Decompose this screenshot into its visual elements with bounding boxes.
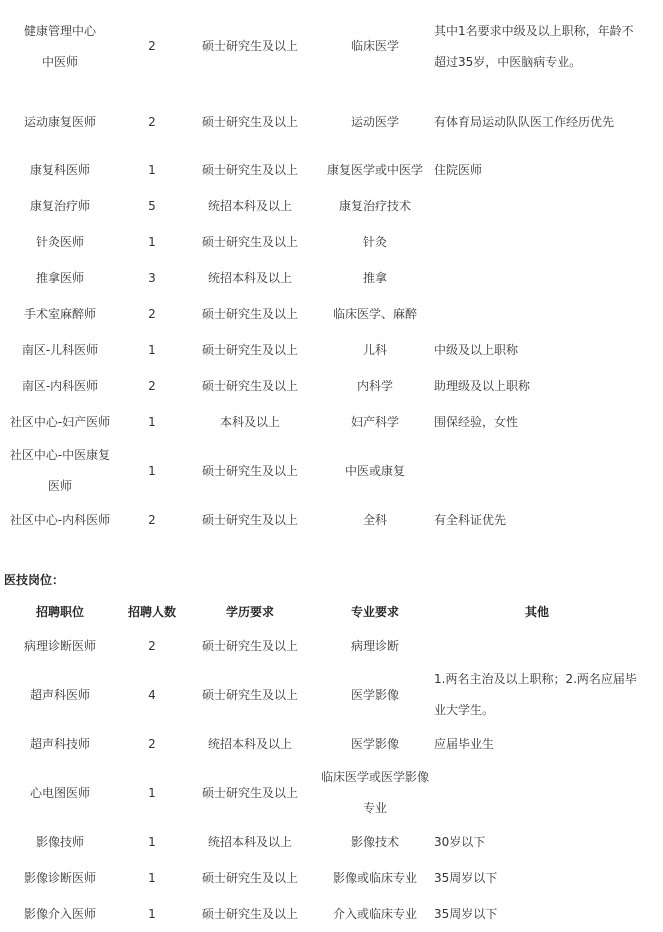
header-other: 其他 [524,605,549,619]
table-row [0,824,640,860]
major-cell: 全科 [362,512,387,527]
other-cell: 35周岁以下 [434,906,498,921]
major-cell: 儿科 [362,342,387,357]
education-cell: 硕士研究生及以上 [201,39,298,53]
count-cell: 2 [148,115,156,129]
major-cell: 影像技术 [350,834,399,849]
position-cell [0,0,120,93]
education-cell: 硕士研究生及以上 [201,378,298,393]
count-cell: 4 [148,687,156,702]
table-row [0,188,640,224]
table-header-row [0,597,640,628]
count-cell: 2 [148,39,156,53]
other-cell [434,224,640,260]
count-cell: 1 [148,234,156,249]
table-row [0,664,640,726]
count-cell: 3 [148,270,156,285]
count-cell: 1 [148,342,156,357]
table-row [0,296,640,332]
other-cell [434,762,640,824]
major-cell: 内科学 [356,378,393,393]
position-cell: 康复治疗师 [29,198,90,213]
education-cell: 硕士研究生及以上 [201,687,298,702]
education-cell: 硕士研究生及以上 [201,342,298,357]
position-cell: 社区中心-内科医师 [9,512,111,527]
other-cell: 中级及以上职称 [434,342,519,357]
education-cell: 硕士研究生及以上 [201,306,298,321]
major-cell: 医学影像 [350,736,399,751]
section-title-tech: 医技岗位： [4,573,65,587]
header-major: 专业要求 [350,605,399,619]
other-cell: 30岁以下 [434,834,486,849]
major-cell: 临床医学、麻醉 [332,306,417,321]
major-cell: 中医或康复 [344,463,405,478]
position-cell: 超声科医师 [29,687,90,702]
header-count: 招聘人数 [127,605,176,619]
position-cell: 影像诊断医师 [23,870,96,885]
major-cell: 运动医学 [350,115,399,129]
education-cell: 统招本科及以上 [207,834,292,849]
other-cell [434,440,640,502]
position-text: 健康管理中心 中医师 [23,23,96,69]
position-cell: 推拿医师 [35,270,84,285]
education-cell: 硕士研究生及以上 [201,512,298,527]
table-row [0,860,640,896]
position-cell: 超声科技师 [29,736,90,751]
position-cell: 影像技师 [35,834,84,849]
other-cell: 有体育局运动队队医工作经历优先 [434,115,615,129]
table-row [0,152,640,188]
count-cell: 1 [148,834,156,849]
major-cell: 临床医学或医学影像专业 [320,770,429,815]
major-cell: 病理诊断 [350,638,399,653]
table-row [0,404,640,440]
other-cell: 有全科证优先 [434,512,507,527]
count-cell: 1 [148,906,156,921]
count-cell: 2 [148,512,156,527]
count-cell: 1 [148,162,156,177]
position-cell: 病理诊断医师 [23,638,96,653]
other-cell [434,628,640,664]
position-cell: 南区-儿科医师 [21,342,99,357]
major-cell: 临床医学 [350,39,399,53]
education-cell: 硕士研究生及以上 [201,638,298,653]
count-cell: 1 [148,785,156,800]
position-cell: 影像介入医师 [23,906,96,921]
count-cell: 5 [148,198,156,213]
education-cell: 硕士研究生及以上 [201,870,298,885]
education-cell: 本科及以上 [219,414,280,429]
table-row [0,93,640,152]
count-cell: 1 [148,870,156,885]
table-row [0,260,640,296]
position-cell: 南区-内科医师 [21,378,99,393]
table-row [0,896,640,932]
count-cell: 2 [148,736,156,751]
other-cell [434,188,640,224]
count-cell: 2 [148,306,156,321]
position-text: 社区中心-中医康复 医师 [9,448,111,493]
other-cell: 1.两名主治及以上职称；2.两名应届毕业大学生。 [434,672,637,717]
major-cell: 推拿 [362,270,387,285]
count-cell: 2 [148,638,156,653]
other-cell [434,296,640,332]
education-cell: 统招本科及以上 [207,270,292,285]
table-row [0,440,640,502]
count-cell: 1 [148,463,156,478]
education-cell: 硕士研究生及以上 [201,906,298,921]
education-cell: 硕士研究生及以上 [201,115,298,129]
major-cell: 妇产科学 [350,414,399,429]
position-cell: 运动康复医师 [23,115,96,129]
tech-positions-table [0,597,640,932]
education-cell: 硕士研究生及以上 [201,785,298,800]
table-row [0,628,640,664]
education-cell: 硕士研究生及以上 [201,234,298,249]
education-cell: 硕士研究生及以上 [201,463,298,478]
table-row [0,224,640,260]
major-cell: 康复治疗技术 [338,198,411,213]
other-cell: 围保经验，女性 [434,414,519,429]
major-cell: 医学影像 [350,687,399,702]
other-cell: 助理级及以上职称 [434,378,531,393]
table-row [0,762,640,824]
education-cell: 统招本科及以上 [207,198,292,213]
count-cell: 1 [148,414,156,429]
other-cell: 其中1名要求中级及以上职称，年龄不超过35岁，中医脑病专业。 [434,23,634,69]
position-cell [0,440,120,502]
position-cell: 手术室麻醉师 [23,306,96,321]
major-cell: 康复医学或中医学 [326,162,423,177]
other-cell: 35周岁以下 [434,870,498,885]
header-education: 学历要求 [225,605,274,619]
other-cell [434,260,640,296]
position-cell: 康复科医师 [29,162,90,177]
major-cell: 影像或临床专业 [332,870,417,885]
education-cell: 统招本科及以上 [207,736,292,751]
table-row [0,726,640,762]
count-cell: 2 [148,378,156,393]
other-cell: 应届毕业生 [434,736,495,751]
position-cell: 心电图医师 [29,785,90,800]
header-position: 招聘职位 [35,605,84,619]
education-cell: 硕士研究生及以上 [201,162,298,177]
major-cell: 介入或临床专业 [332,906,417,921]
position-cell: 社区中心-妇产医师 [9,414,111,429]
table-row [0,368,640,404]
position-cell: 针灸医师 [35,234,84,249]
other-cell: 住院医师 [434,162,483,177]
table-row [0,0,640,93]
table-row [0,332,640,368]
major-cell: 针灸 [362,234,387,249]
table-row [0,502,640,538]
